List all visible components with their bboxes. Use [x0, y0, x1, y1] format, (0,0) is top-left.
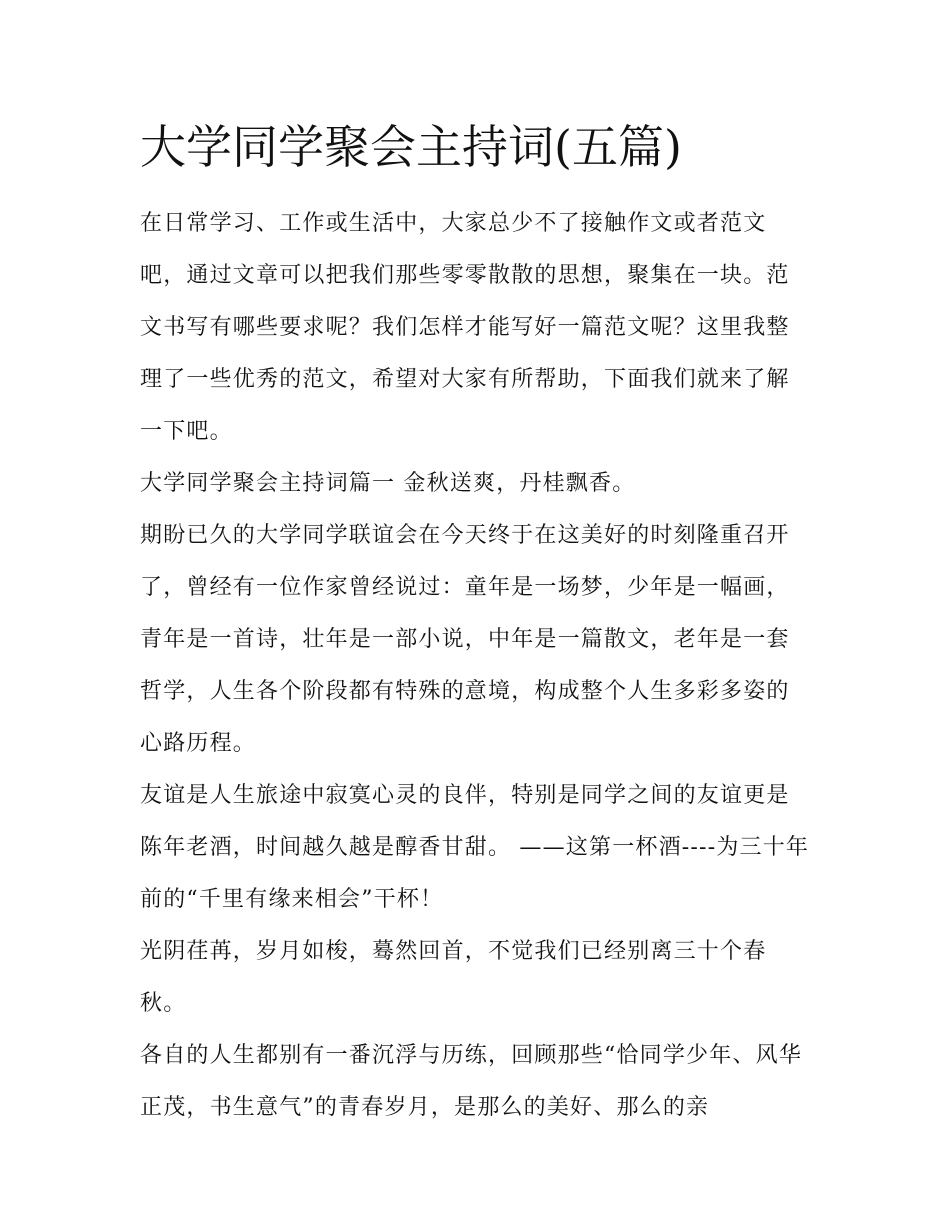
- document-body: [140, 112, 812, 1134]
- paragraph-opening: 期盼已久的大学同学联谊会在今天终于在这美好的时刻隆重召开了，曾经有一位作家曾经说过：童年是一场梦，少年是一幅画，青年是一首诗，壮年是一部小说，中年是一篇散文，老年是一套哲学，人生各个阶段都有特殊的意境，构成整个人生多彩多姿的心路历程。: [140, 523, 790, 756]
- document-title: 大学同学聚会主持词(五篇): [140, 120, 682, 174]
- paragraph-section-one-heading: 大学同学聚会主持词篇一 金秋送爽，丹桂飘香。: [140, 471, 636, 496]
- paragraph-memories: 各自的人生都别有一番沉浮与历练，回顾那些“恰同学少年、风华正茂，书生意气”的青春岁月，是那么的美好、那么的亲: [140, 1043, 803, 1120]
- paragraph-intro: 在日常学习、工作或生活中，大家总少不了接触作文或者范文吧，通过文章可以把我们那些零零散散的思想，聚集在一块。范文书写有哪些要求呢？我们怎样才能写好一篇范文呢？这里我整理了一些优秀的范文，希望对大家有所帮助，下面我们就来了解一下吧。: [140, 211, 790, 444]
- paragraph-time: 光阴荏苒，岁月如梭，蓦然回首，不觉我们已经别离三十个春秋。: [140, 939, 767, 1016]
- paragraph-friendship: 友谊是人生旅途中寂寞心灵的良伴，特别是同学之间的友谊更是陈年老酒，时间越久越是醇香甘甜。 ——这第一杯酒----为三十年前的“千里有缘来相会”干杯！: [140, 783, 810, 912]
